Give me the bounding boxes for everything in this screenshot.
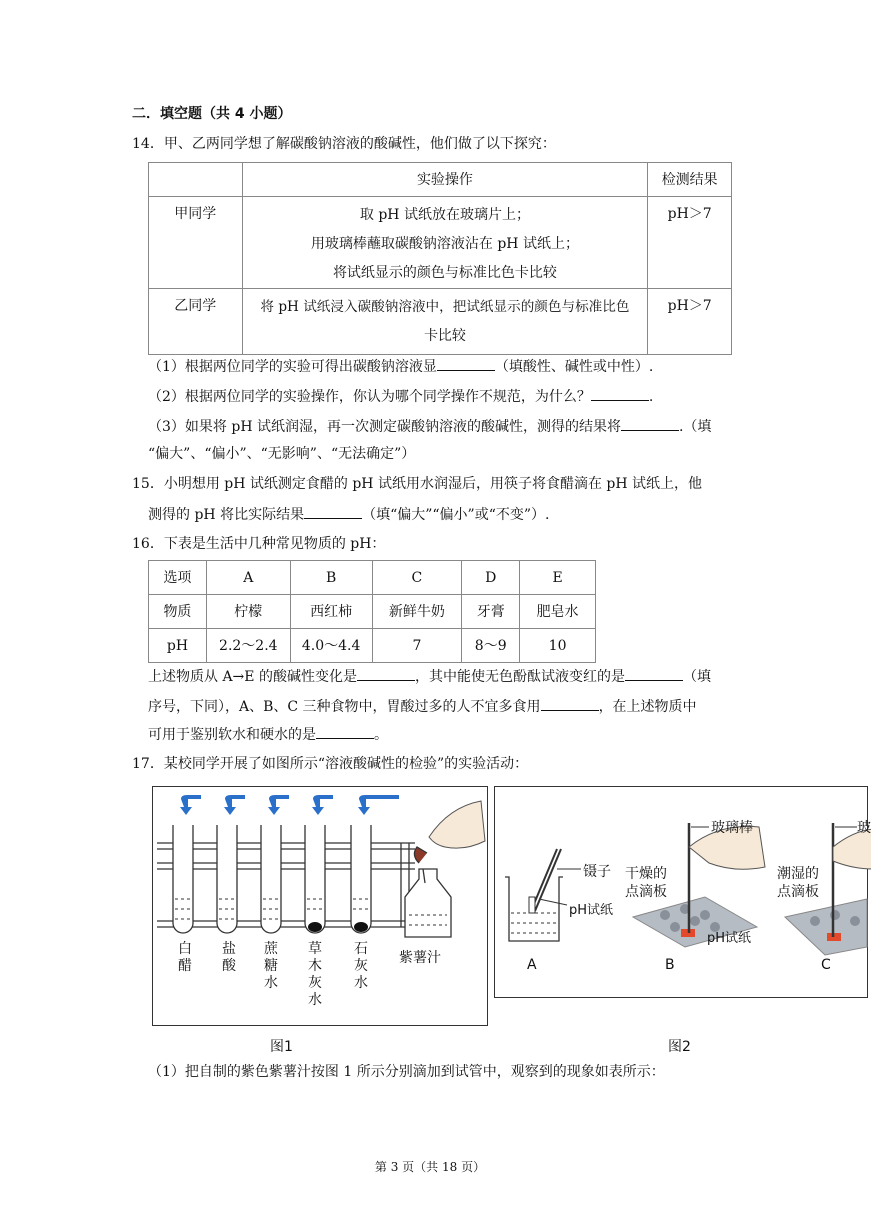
fig2-letter-c: C <box>821 957 831 973</box>
test-tubes <box>173 825 371 933</box>
q16-cell: 物质 <box>149 595 207 629</box>
q16-cell: 新鲜牛奶 <box>372 595 462 629</box>
q16-cell: 柠檬 <box>206 595 290 629</box>
q16-cell: 肥皂水 <box>520 595 596 629</box>
q15-line1: 15．小明想用 pH 试纸测定食醋的 pH 试纸用水润湿后，用筷子将食醋滴在 pH 试纸上，他 <box>132 476 703 492</box>
q14-p3-text-a: （3）如果将 pH 试纸润湿，再一次测定碳酸钠溶液的酸碱性，测得的结果将 <box>148 419 621 435</box>
page-footer: 第 3 页（共 18 页） <box>374 1160 486 1174</box>
q14-row2-result: pH＞7 <box>648 289 732 355</box>
hand-illustration <box>429 801 485 848</box>
q16-cell: 牙膏 <box>462 595 520 629</box>
q16-cell: E <box>520 561 596 595</box>
answer-blank[interactable] <box>541 696 599 711</box>
juice-label: 紫薯汁 <box>399 950 441 966</box>
answer-blank[interactable] <box>357 666 415 681</box>
q16-stem: 16．下表是生活中几种常见物质的 pH： <box>132 536 386 552</box>
q15-line2-text-a: 测得的 pH 将比实际结果 <box>148 507 305 523</box>
dry-plate-label: 干燥的 点滴板 <box>625 866 667 900</box>
ph-paper-label: pH试纸 <box>569 903 614 918</box>
q14-p3-text-b: .（填 <box>678 419 712 435</box>
tube-label-ash-water: 草 木 灰 水 <box>308 941 322 1008</box>
answer-blank[interactable] <box>437 356 495 371</box>
q16-cell: 2.2～2.4 <box>206 629 290 663</box>
q15-line2-text-b: （填“偏大”“偏小”或“不变”）. <box>362 507 550 523</box>
q14-p3-cont: “偏大”、“偏小”、“无影响”、“无法确定”） <box>148 446 416 462</box>
answer-blank[interactable] <box>625 666 683 681</box>
fig2-letter-a: A <box>527 957 537 973</box>
juice-bottle <box>405 847 451 937</box>
q14-p1-text-b: （填酸性、碱性或中性）. <box>494 359 654 375</box>
q14-row1-result: pH＞7 <box>648 197 732 289</box>
glass-rod-label-cut: 玻 <box>857 820 871 836</box>
fig2-letter-b: B <box>665 957 675 973</box>
q16-cell: A <box>206 561 290 595</box>
q14-p3 <box>148 416 820 437</box>
answer-blank[interactable] <box>621 416 679 431</box>
q16-cell: D <box>462 561 520 595</box>
q16-cell: 选项 <box>149 561 207 595</box>
q14-table <box>148 162 732 355</box>
answer-blank[interactable] <box>304 504 362 519</box>
q16-line2 <box>148 696 820 717</box>
q16-cell: B <box>290 561 372 595</box>
q17-p1: （1）把自制的紫色紫薯汁按图 1 所示分别滴加到试管中，观察到的现象如表所示： <box>148 1064 665 1080</box>
figure-1-caption: 图1 <box>270 1039 293 1055</box>
q16-line3-text-b: 。 <box>374 727 388 743</box>
q14-row1-name: 甲同学 <box>149 197 243 289</box>
q14-row1-op1: 取 pH 试纸放在玻璃片上； <box>359 207 530 223</box>
q16-line2-text-b: ，在上述物质中 <box>598 699 697 715</box>
q15-line2 <box>148 504 820 525</box>
q16-cell: 7 <box>372 629 462 663</box>
wet-plate-label: 潮湿的 点滴板 <box>777 866 819 900</box>
q16-cell: 8～9 <box>462 629 520 663</box>
q14-p1 <box>148 356 820 377</box>
q16-table <box>148 560 596 663</box>
q14-p2-text-b: . <box>648 389 654 405</box>
q14-header-blank <box>149 163 243 197</box>
q14-row1-op3: 将试纸显示的颜色与标准比色卡比较 <box>332 265 557 281</box>
q17-stem: 17．某校同学开展了如图所示“溶液酸碱性的检验”的实验活动： <box>132 756 529 772</box>
section-title: 二．填空题（共 4 小题） <box>132 106 292 122</box>
q14-row2-op2: 卡比较 <box>423 328 466 344</box>
q16-line3 <box>148 724 820 745</box>
tube-label-vinegar: 白 醋 <box>178 941 192 974</box>
q16-line1 <box>148 666 820 687</box>
sediment <box>308 922 322 932</box>
q14-row2-name: 乙同学 <box>149 289 243 355</box>
answer-blank[interactable] <box>316 724 374 739</box>
q16-cell: pH <box>149 629 207 663</box>
q14-header-result: 检测结果 <box>648 163 732 197</box>
q16-line1-text-a: 上述物质从 A→E 的酸碱性变化是 <box>148 669 357 685</box>
tweezers-label: 镊子 <box>583 864 611 880</box>
q16-cell: C <box>372 561 462 595</box>
q14-row2-op1: 将 pH 试纸浸入碳酸钠溶液中，把试纸显示的颜色与标准比色 <box>260 299 630 315</box>
q16-cell: 10 <box>520 629 596 663</box>
tube-label-lime-water: 石 灰 水 <box>354 941 368 991</box>
figure-2 <box>494 786 871 998</box>
sediment <box>354 922 368 932</box>
figure-1 <box>152 786 488 1026</box>
drop-arrows <box>180 795 399 815</box>
q14-p1-text-a: （1）根据两位同学的实验可得出碳酸钠溶液显 <box>148 359 437 375</box>
ph-paper-label-b: pH试纸 <box>707 931 752 946</box>
glass-rod-label: 玻璃棒 <box>711 820 753 836</box>
q16-line1-text-b: ，其中能使无色酚酞试液变红的是 <box>414 669 625 685</box>
figure-2-caption: 图2 <box>668 1039 691 1055</box>
q16-line2-text-a: 序号，下同），A、B、C 三种食物中，胃酸过多的人不宜多食用 <box>148 699 541 715</box>
test-tube-rack <box>157 843 415 927</box>
ph-paper-strip <box>529 897 535 913</box>
q14-p2-text-a: （2）根据两位同学的实验操作，你认为哪个同学操作不规范，为什么？ <box>148 389 591 405</box>
wet-spot-plate <box>785 899 867 955</box>
q16-cell: 4.0～4.4 <box>290 629 372 663</box>
q14-header-op: 实验操作 <box>242 163 648 197</box>
q16-cell: 西红柿 <box>290 595 372 629</box>
tube-label-sugar-water: 蔗 糖 水 <box>264 941 278 991</box>
q14-p2 <box>148 386 820 407</box>
answer-blank[interactable] <box>591 386 649 401</box>
q16-line3-text-a: 可用于鉴别软水和硬水的是 <box>148 727 316 743</box>
tube-label-hcl: 盐 酸 <box>222 941 236 974</box>
q14-stem: 14．甲、乙两同学想了解碳酸钠溶液的酸碱性，他们做了以下探究： <box>132 136 556 152</box>
q16-line1-text-c: （填 <box>682 669 711 685</box>
q14-row1-op2: 用玻璃棒蘸取碳酸钠溶液沾在 pH 试纸上； <box>310 236 579 252</box>
